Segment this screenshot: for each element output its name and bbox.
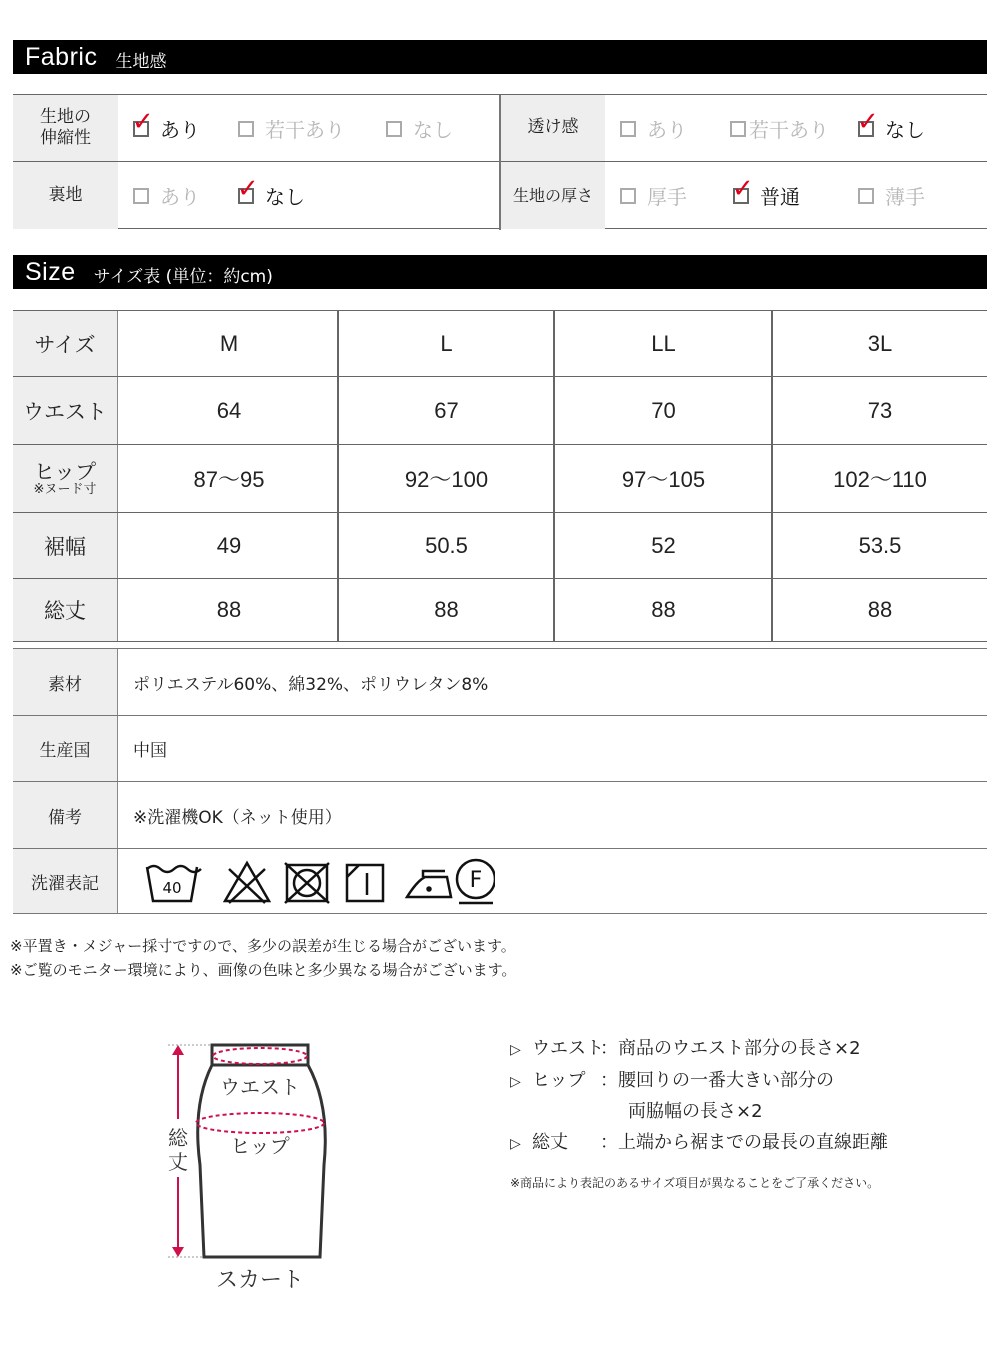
arrow-up-icon bbox=[172, 1045, 184, 1055]
no-bleach-icon bbox=[225, 863, 269, 903]
checkbox-icon bbox=[386, 121, 402, 137]
waist-measure-line bbox=[213, 1048, 307, 1064]
table-cell: 88 bbox=[651, 597, 676, 622]
skirt-diagram bbox=[160, 1035, 360, 1335]
fabric-header bbox=[13, 40, 987, 74]
stretch-option-slight: 若干あり bbox=[238, 95, 345, 162]
note-line: ※平置き・メジャー採寸ですので、多少の誤差が生じる場合がございます。 bbox=[10, 937, 516, 955]
stretch-label-line1: 生地の bbox=[40, 106, 91, 127]
lining-option-yes: あり bbox=[133, 162, 200, 229]
fabric-title: Fabric bbox=[25, 42, 98, 71]
checkbox-icon bbox=[238, 121, 254, 137]
size-subtitle: サイズ表 (単位：約cm) bbox=[93, 266, 273, 287]
legend-item: ▷ ヒップ ：腰回りの一番大きい部分の bbox=[510, 1070, 834, 1091]
table-cell: 49 bbox=[216, 532, 242, 558]
diagram-caption: スカート bbox=[215, 1268, 305, 1293]
check-mark-icon: ✓ bbox=[132, 106, 154, 137]
size-header bbox=[13, 255, 987, 289]
origin-label: 生産国 bbox=[13, 716, 118, 781]
fine-print: ※商品により表記のあるサイズ項目が異なることをご了承ください。 bbox=[510, 1176, 880, 1190]
stretch-option-yes: ✓ あり bbox=[132, 106, 200, 142]
remarks-label: 備考 bbox=[13, 782, 118, 848]
table-cell: 87〜95 bbox=[193, 467, 265, 492]
table-row bbox=[13, 578, 987, 642]
checkbox-icon bbox=[730, 121, 746, 137]
stretch-label-line2: 伸縮性 bbox=[40, 128, 91, 148]
stretch-option-no: なし bbox=[386, 95, 453, 162]
legend-item: ▷ ウエスト：商品のウエスト部分の長さ×2 bbox=[510, 1038, 861, 1059]
dry-clean-letter: F bbox=[469, 868, 483, 893]
triangle-right-icon: ▷ bbox=[510, 1042, 521, 1058]
table-cell: 88 bbox=[434, 597, 459, 622]
size-col-3l: 3L bbox=[867, 330, 893, 356]
waist-label: ウエスト bbox=[220, 1075, 300, 1099]
checkbox-icon bbox=[858, 188, 874, 204]
checkbox-icon bbox=[132, 106, 154, 137]
checkbox-icon bbox=[133, 188, 149, 204]
no-tumble-dry-icon bbox=[285, 863, 329, 903]
size-title: Size bbox=[25, 257, 76, 286]
lining-label: 裏地 bbox=[13, 162, 118, 229]
care-row bbox=[13, 848, 987, 914]
checkbox-icon bbox=[620, 188, 636, 204]
care-icons-svg bbox=[145, 857, 495, 907]
legend-item: ▷ 総丈 ：上端から裾までの最長の直線距離 bbox=[510, 1132, 888, 1153]
checkbox-icon bbox=[857, 106, 879, 137]
thickness-label: 生地の厚さ bbox=[501, 162, 605, 229]
table-row bbox=[13, 444, 987, 512]
divider bbox=[771, 310, 773, 642]
table-cell: 97〜105 bbox=[621, 467, 706, 492]
table-cell: 92〜100 bbox=[404, 467, 489, 492]
fabric-subtitle: 生地感 bbox=[115, 51, 167, 72]
thickness-option-thin: 薄手 bbox=[858, 162, 925, 229]
dry-clean-f-icon bbox=[457, 860, 495, 903]
sheer-option-yes: あり bbox=[620, 95, 687, 162]
material-label: 素材 bbox=[13, 649, 118, 715]
size-header-row bbox=[13, 310, 987, 376]
material-value: ポリエステル60%、綿32%、ポリウレタン8% bbox=[133, 674, 489, 695]
table-cell: 53.5 bbox=[858, 532, 902, 558]
length-label-2: 丈 bbox=[168, 1150, 188, 1174]
origin-row bbox=[13, 715, 987, 781]
divider bbox=[337, 310, 339, 642]
stretch-label bbox=[13, 95, 118, 161]
lining-option-no: ✓ なし bbox=[237, 173, 305, 209]
size-header-label: サイズ bbox=[13, 311, 118, 376]
table-cell: 88 bbox=[216, 597, 242, 622]
nude-size-note: ※ヌード寸 bbox=[33, 481, 97, 497]
iron-low-icon bbox=[407, 871, 451, 897]
row-label-hem: 裾幅 bbox=[13, 513, 118, 578]
row-label-hip: ヒップ ※ヌード寸 bbox=[13, 445, 118, 512]
origin-value: 中国 bbox=[133, 741, 167, 761]
hip-measure-line bbox=[196, 1113, 324, 1133]
checkbox-icon bbox=[237, 173, 259, 204]
row-label-waist: ウエスト bbox=[13, 377, 118, 444]
table-cell: 50.5 bbox=[425, 532, 468, 558]
table-cell: 88 bbox=[867, 597, 893, 622]
line-dry-shade-icon bbox=[347, 865, 383, 901]
care-label: 洗濯表記 bbox=[13, 849, 118, 913]
check-mark-icon: ✓ bbox=[237, 173, 259, 204]
remarks-row bbox=[13, 781, 987, 848]
divider bbox=[499, 95, 501, 230]
table-cell: 102〜110 bbox=[833, 467, 927, 492]
check-mark-icon: ✓ bbox=[732, 173, 754, 204]
sheer-option-slight: 若干あり bbox=[730, 95, 829, 162]
wash-temp-text: 40 bbox=[162, 879, 182, 897]
check-mark-icon: ✓ bbox=[857, 106, 879, 137]
length-label-1: 総 bbox=[168, 1126, 188, 1150]
skirt-diagram-svg bbox=[160, 1035, 360, 1335]
notes bbox=[10, 934, 516, 982]
material-row bbox=[13, 648, 987, 715]
table-cell: 52 bbox=[651, 532, 676, 558]
divider bbox=[553, 310, 555, 642]
table-cell: 73 bbox=[867, 397, 893, 423]
note-line: ※ご覧のモニター環境により、画像の色味と多少異なる場合がございます。 bbox=[10, 961, 517, 979]
size-col-ll: LL bbox=[651, 330, 676, 356]
care-icons bbox=[145, 857, 495, 907]
fabric-table bbox=[13, 94, 987, 229]
checkbox-icon bbox=[620, 121, 636, 137]
thickness-option-normal: ✓ 普通 bbox=[732, 173, 800, 209]
arrow-down-icon bbox=[172, 1247, 184, 1257]
checkbox-icon bbox=[732, 173, 754, 204]
triangle-right-icon: ▷ bbox=[510, 1074, 521, 1090]
remarks-value: ※洗濯機OK（ネット使用） bbox=[133, 807, 342, 828]
thickness-option-thick: 厚手 bbox=[620, 162, 687, 229]
sheer-option-no: ✓ なし bbox=[857, 106, 925, 142]
row-label-length: 総丈 bbox=[13, 579, 118, 641]
table-cell: 64 bbox=[216, 397, 242, 423]
legend-item: 両脇幅の長さ×2 bbox=[628, 1101, 763, 1122]
sheer-label: 透け感 bbox=[501, 95, 605, 161]
triangle-right-icon: ▷ bbox=[510, 1136, 521, 1152]
table-cell: 67 bbox=[434, 397, 459, 423]
hip-label: ヒップ bbox=[230, 1134, 290, 1158]
table-cell: 70 bbox=[651, 397, 676, 423]
size-col-m: M bbox=[219, 330, 239, 356]
size-col-l: L bbox=[440, 330, 453, 356]
wash-40-icon bbox=[147, 866, 201, 901]
table-row bbox=[13, 376, 987, 444]
table-row bbox=[13, 512, 987, 578]
